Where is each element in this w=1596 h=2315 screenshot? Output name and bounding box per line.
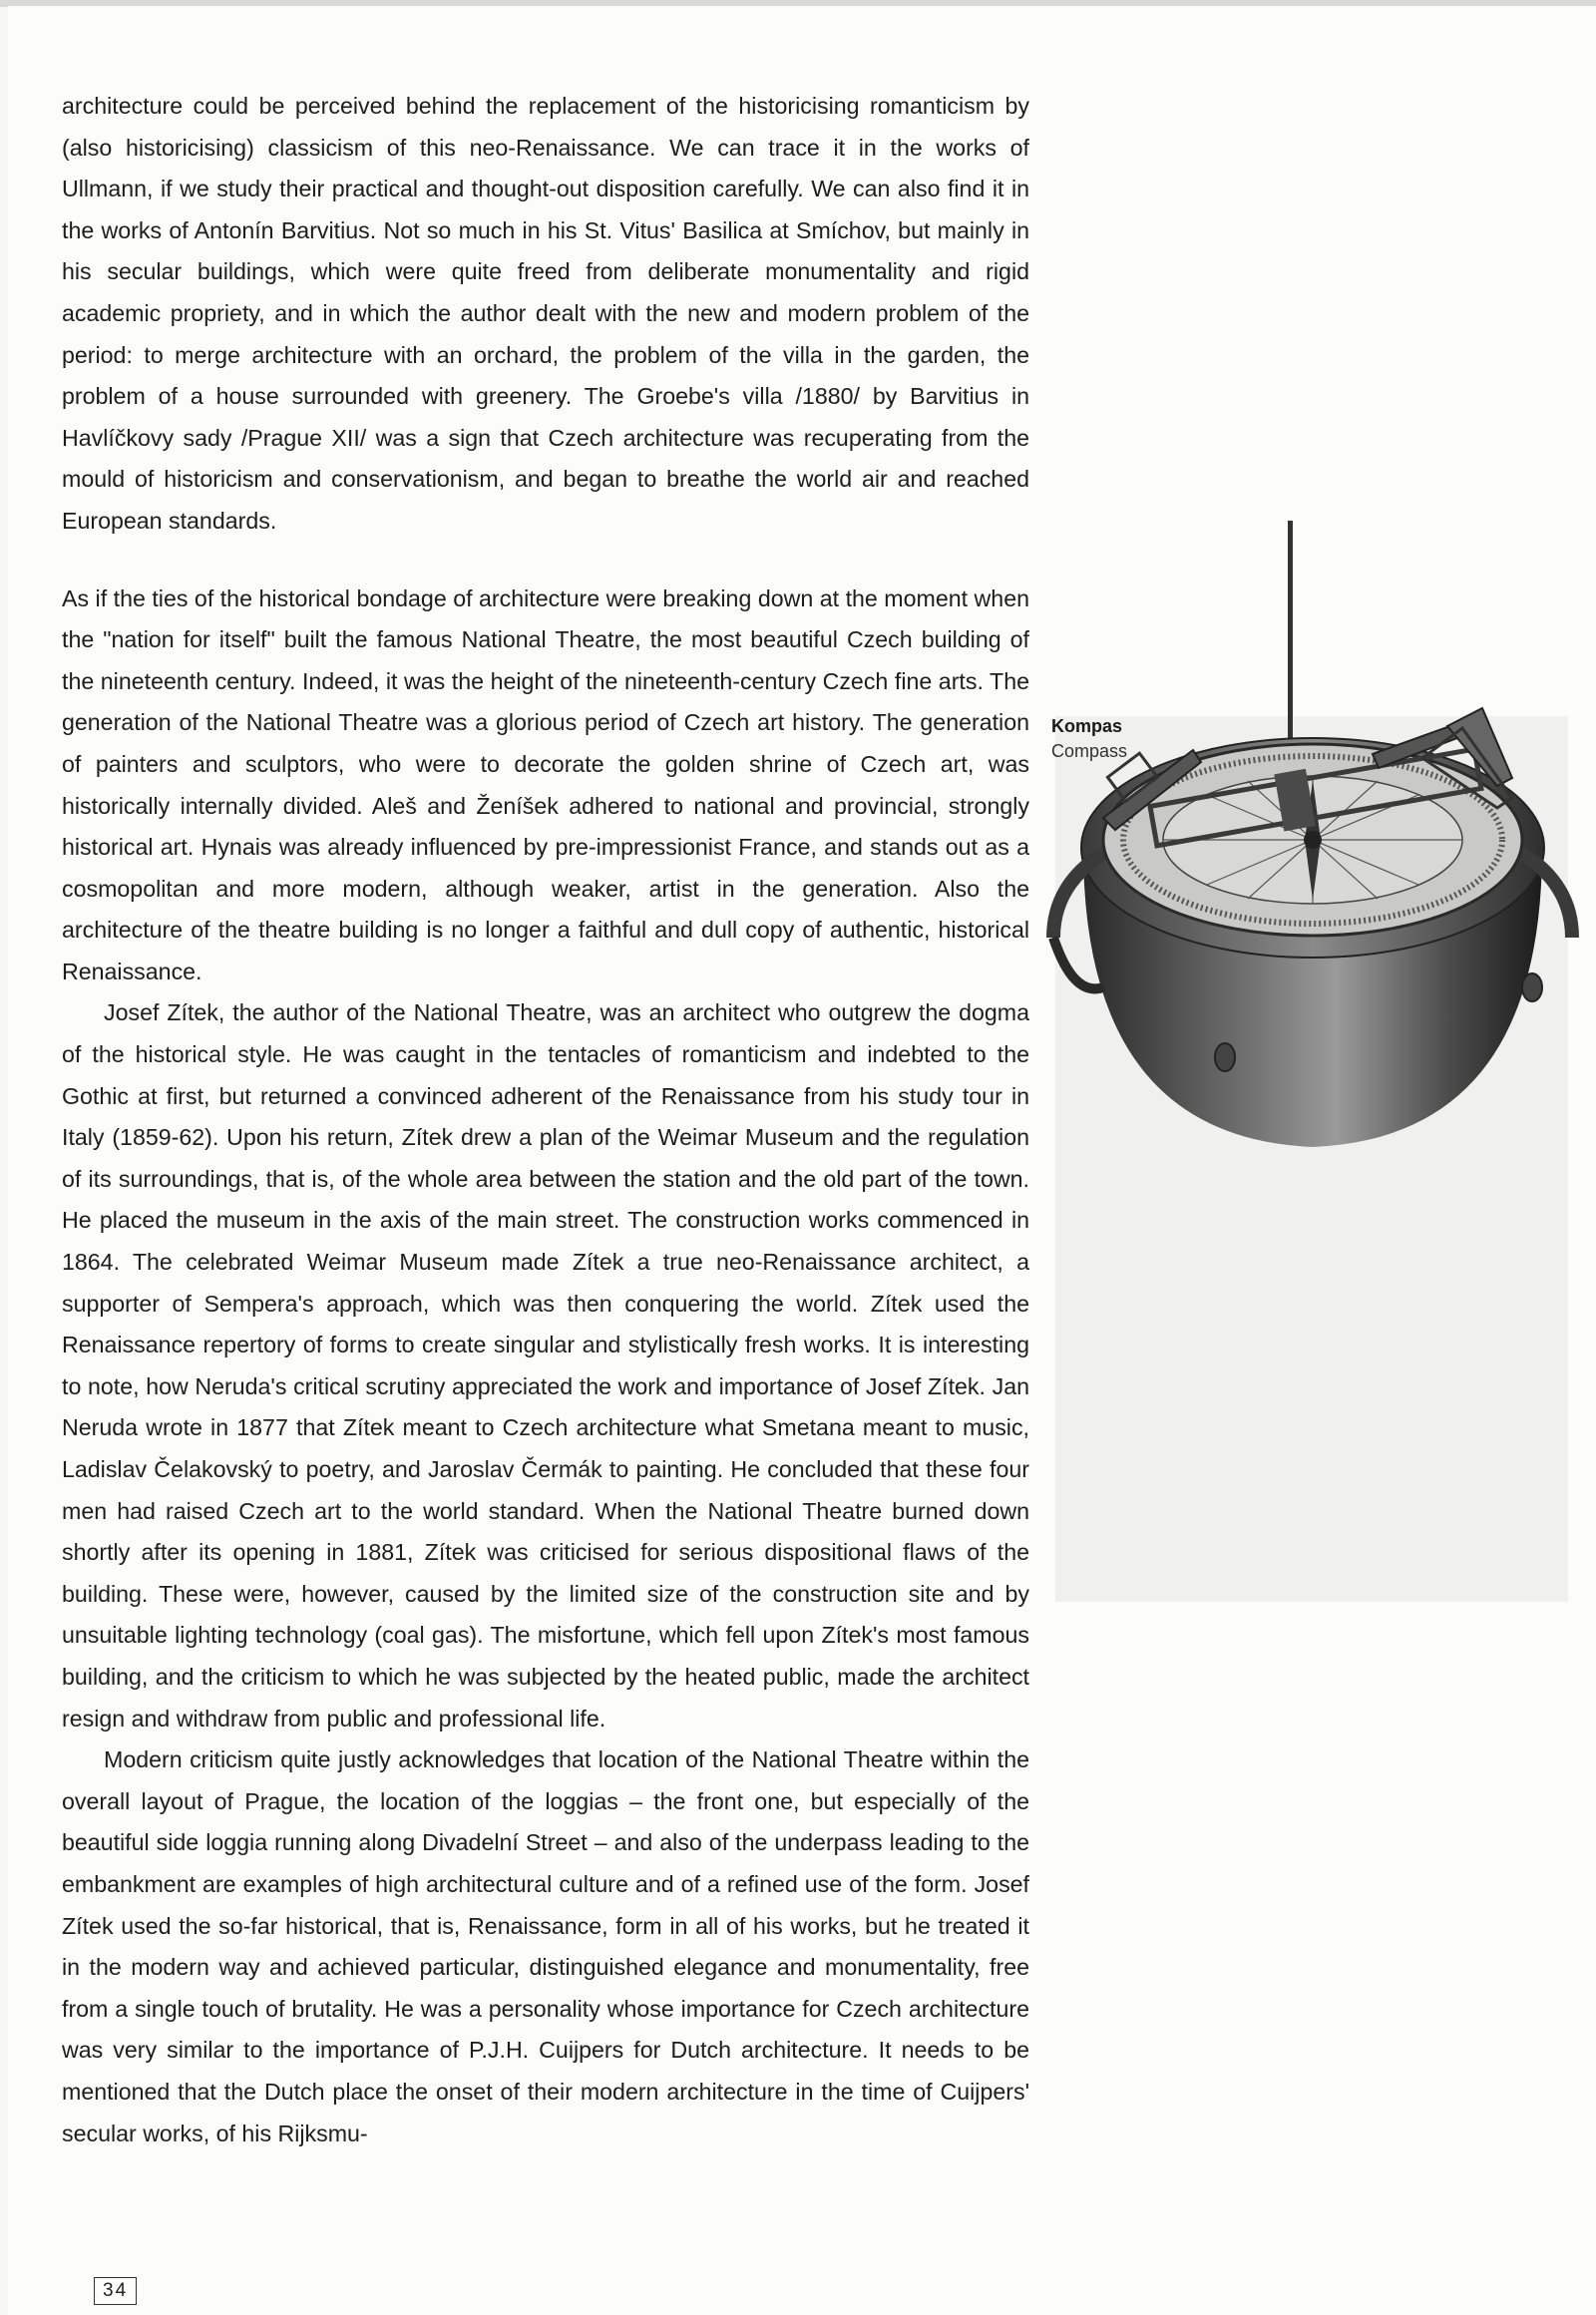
compass-illustration-icon: [1043, 519, 1582, 1177]
page-number: 34: [94, 2277, 137, 2305]
body-paragraph-2: As if the ties of the historical bondage of architecture were breaking down at the moment when the "nation for itself" built the famous National Theatre, the most beautiful Czech building of the nineteenth century. Indeed, it was the height of the nineteenth-century Czech fine arts. The generation of the National Theatre was a glorious period of Czech art history. The generation of painters and sculptors, who were to decorate the golden shrine of Czech art, was historically internally divided. Aleš and Ženíšek adhered to national and provincial, strongly historical art. Hynais was already influenced by pre-impressionist France, and stands out as a cosmopolitan and more modern, although weaker, artist in the generation. Also the architecture of the theatre building is no longer a faithful and dull copy of authentic, historical Renaissance.: [62, 584, 1029, 984]
caption-title: Kompas: [1051, 716, 1123, 736]
main-text-column: [62, 86, 1029, 2154]
body-paragraph-1: architecture could be perceived behind the replacement of the historicising romanticism by (also historicising) classicism of this neo-Renaissance. We can trace it in the works of Ullmann, if we study their practical and thought-out disposition carefully. We can also find it in the works of Antonín Barvitius. Not so much in his St. Vitus' Basilica at Smíchov, but mainly in his secular buildings, which were quite freed from deliberate monumentality and rigid academic propriety, and in which the author dealt with the new and modern problem of the period: to merge architecture with an orchard, the problem of the villa in the garden, the problem of a house surrounded with greenery. The Groebe's villa /1880/ by Barvitius in Havlíčkovy sady /Prague XII/ was a sign that Czech architecture was recuperating from the mould of historicism and conservationism, and began to breathe the world air and reached European standards.: [62, 93, 1029, 534]
caption-subtitle: Compass: [1051, 741, 1128, 761]
body-paragraph-3: Josef Zítek, the author of the National Theatre, was an architect who outgrew the dogma of the historical style. He was caught in the tentacles of romanticism and indebted to the Gothic at first, but returned a convinced adherent of the Renaissance from his study tour in Italy (1859-62). Upon his return, Zítek drew a plan of the Weimar Museum and the regulation of its surroundings, that is, of the whole area between the station and the old part of the town. He placed the museum in the axis of the main street. The construction works commenced in 1864. The celebrated Weimar Museum made Zítek a true neo-Renaissance architect, a supporter of Sempera's approach, which was then conquering the world. Zítek used the Renaissance repertory of forms to create singular and stylistically fresh works. It is interesting to note, how Neruda's critical scrutiny appreciated the work and importance of Josef Zítek. Jan Neruda wrote in 1877 that Zítek meant to Czech architecture what Smetana meant to music, Ladislav Čelakovský to poetry, and Jaroslav Čermák to painting. He concluded that these four men had raised Czech art to the world standard. When the National Theatre burned down shortly after its opening in 1881, Zítek was criticised for serious dispositional flaws of the building. These were, however, caused by the limited size of the construction site and by unsuitable lighting technology (coal gas). The misfortune, which fell upon Zítek's most famous building, and the criticism to which he was subjected by the heated public, made the architect resign and withdraw from public and professional life.: [62, 999, 1029, 1732]
body-paragraph-4: Modern criticism quite justly acknowledges that location of the National Theatre within the overall layout of Prague, the location of the loggias – the front one, but especially of the beautiful side loggia running along Divadelní Street – and also of the underpass leading to the embankment are examples of high architectural culture and of a refined use of the form. Josef Zítek used the so-far historical, that is, Renaissance, form in all of his works, but he treated it in the modern way and achieved particular, distinguished elegance and monumentality, free from a single touch of brutality. He was a personality whose importance for Czech architecture was very similar to the importance of P.J.H. Cuijpers for Dutch architecture. It needs to be mentioned that the Dutch place the onset of their modern architecture in the time of Cuijpers' secular works, of his Rijksmu-: [62, 1746, 1029, 2146]
figure-caption: [1051, 714, 1127, 764]
